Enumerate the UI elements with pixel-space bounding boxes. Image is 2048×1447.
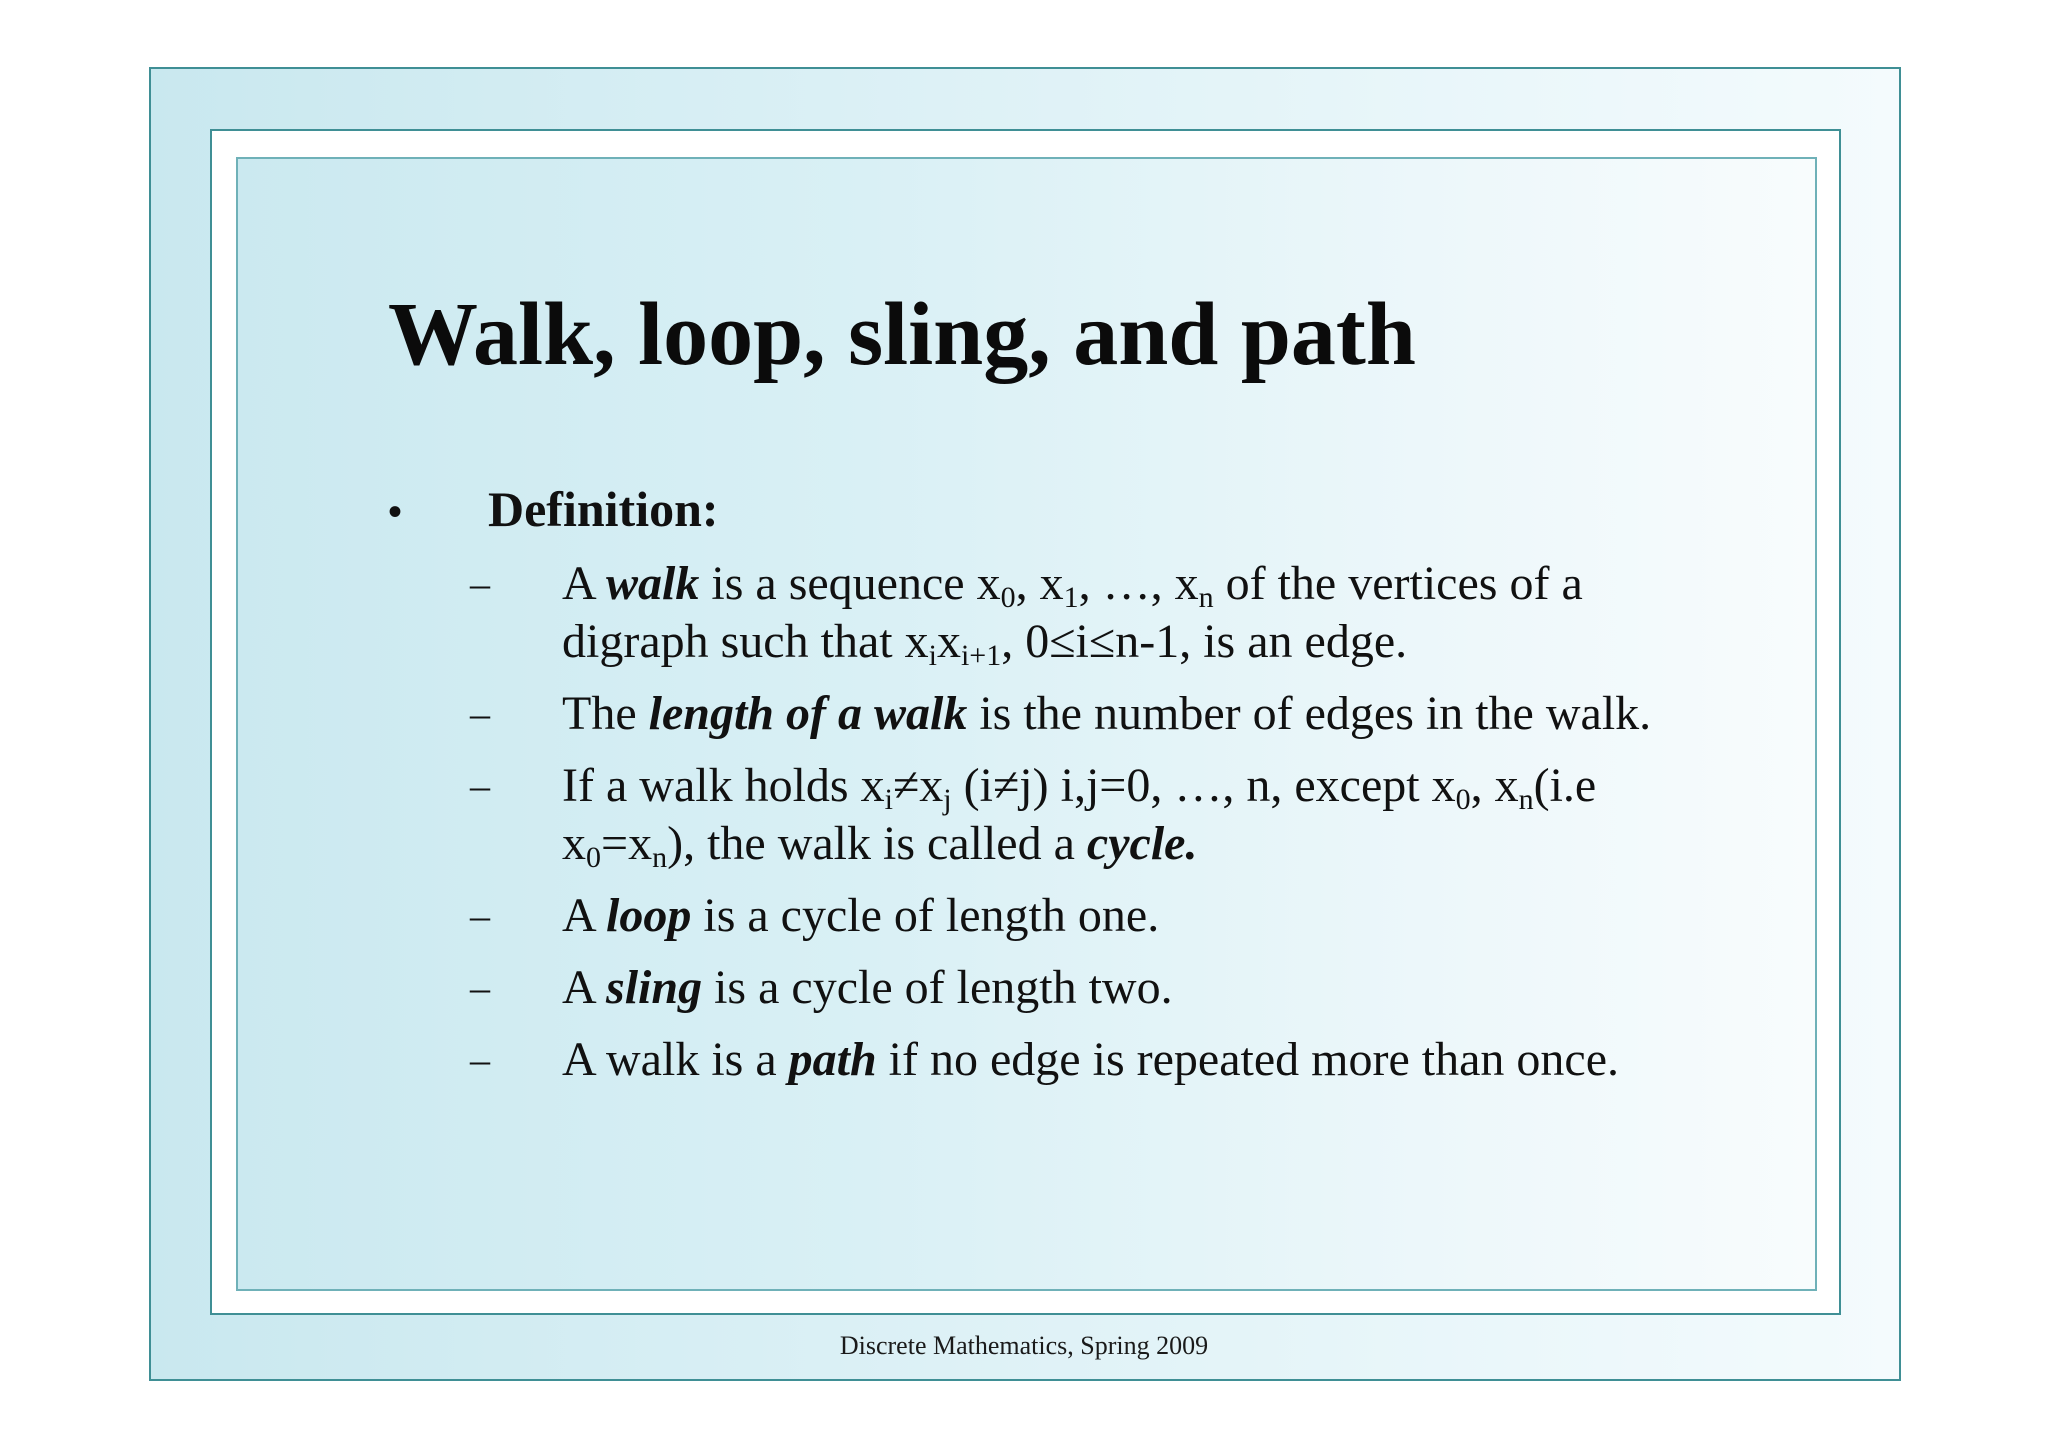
subscript: i (928, 639, 937, 672)
text: , x (1015, 557, 1064, 610)
list-item-length (470, 685, 1690, 743)
term-cycle: cycle. (1086, 817, 1198, 870)
text: ≠x (892, 759, 944, 812)
list-item-walk (470, 555, 1690, 671)
list-item-sling (470, 959, 1690, 1017)
text: A (562, 961, 607, 1014)
subscript: i+1 (960, 639, 1002, 672)
dash-icon: – (470, 1037, 490, 1082)
bullet-dot-icon: • (388, 489, 403, 534)
subscript: j (943, 783, 952, 816)
subscript: 1 (1063, 581, 1079, 614)
subscript: n (1518, 783, 1534, 816)
definition-heading: Definition: (488, 481, 719, 537)
text: , …, x (1078, 557, 1199, 610)
text: , x (1470, 759, 1519, 812)
subscript: i (884, 783, 893, 816)
text: =x (601, 817, 653, 870)
slide-footer: Discrete Mathematics, Spring 2009 (839, 1331, 1209, 1360)
dash-icon: – (470, 893, 490, 938)
subscript: n (1198, 581, 1214, 614)
term-path: path (788, 1033, 877, 1086)
text: if no edge is repeated more than once. (876, 1033, 1620, 1086)
dash-icon: – (470, 691, 490, 736)
text: is a cycle of length one. (691, 889, 1160, 942)
term-length-of-walk: length of a walk (648, 687, 968, 740)
text: A walk is a (562, 1033, 789, 1086)
slide-title: Walk, loop, sling, and path (388, 285, 1416, 384)
term-walk: walk (606, 557, 700, 610)
definition-list (470, 555, 1690, 1103)
list-item-loop (470, 887, 1690, 945)
text: , 0≤i≤n-1, is an edge. (1001, 615, 1408, 668)
text: x (936, 615, 961, 668)
subscript: 0 (1455, 783, 1471, 816)
text: If a walk holds x (562, 759, 885, 812)
text: The (562, 687, 649, 740)
text: is the number of edges in the walk. (967, 687, 1652, 740)
text: A (562, 889, 607, 942)
dash-icon: – (470, 561, 490, 606)
text: is a cycle of length two. (702, 961, 1173, 1014)
text: (i≠j) i,j=0, …, n, except x (951, 759, 1456, 812)
subscript: 0 (1000, 581, 1016, 614)
dash-icon: – (470, 965, 490, 1010)
dash-icon: – (470, 763, 490, 808)
text: A (562, 557, 607, 610)
text: of the vertices of a digraph such that x (562, 557, 1583, 668)
text: is a sequence x (699, 557, 1001, 610)
subscript: n (652, 841, 668, 874)
term-loop: loop (606, 889, 692, 942)
term-sling: sling (606, 961, 703, 1014)
list-item-path (470, 1031, 1690, 1089)
text: (i.e x (562, 759, 1597, 870)
subscript: 0 (586, 841, 601, 874)
list-item-cycle (470, 757, 1690, 873)
text: ), the walk is called a (667, 817, 1087, 870)
